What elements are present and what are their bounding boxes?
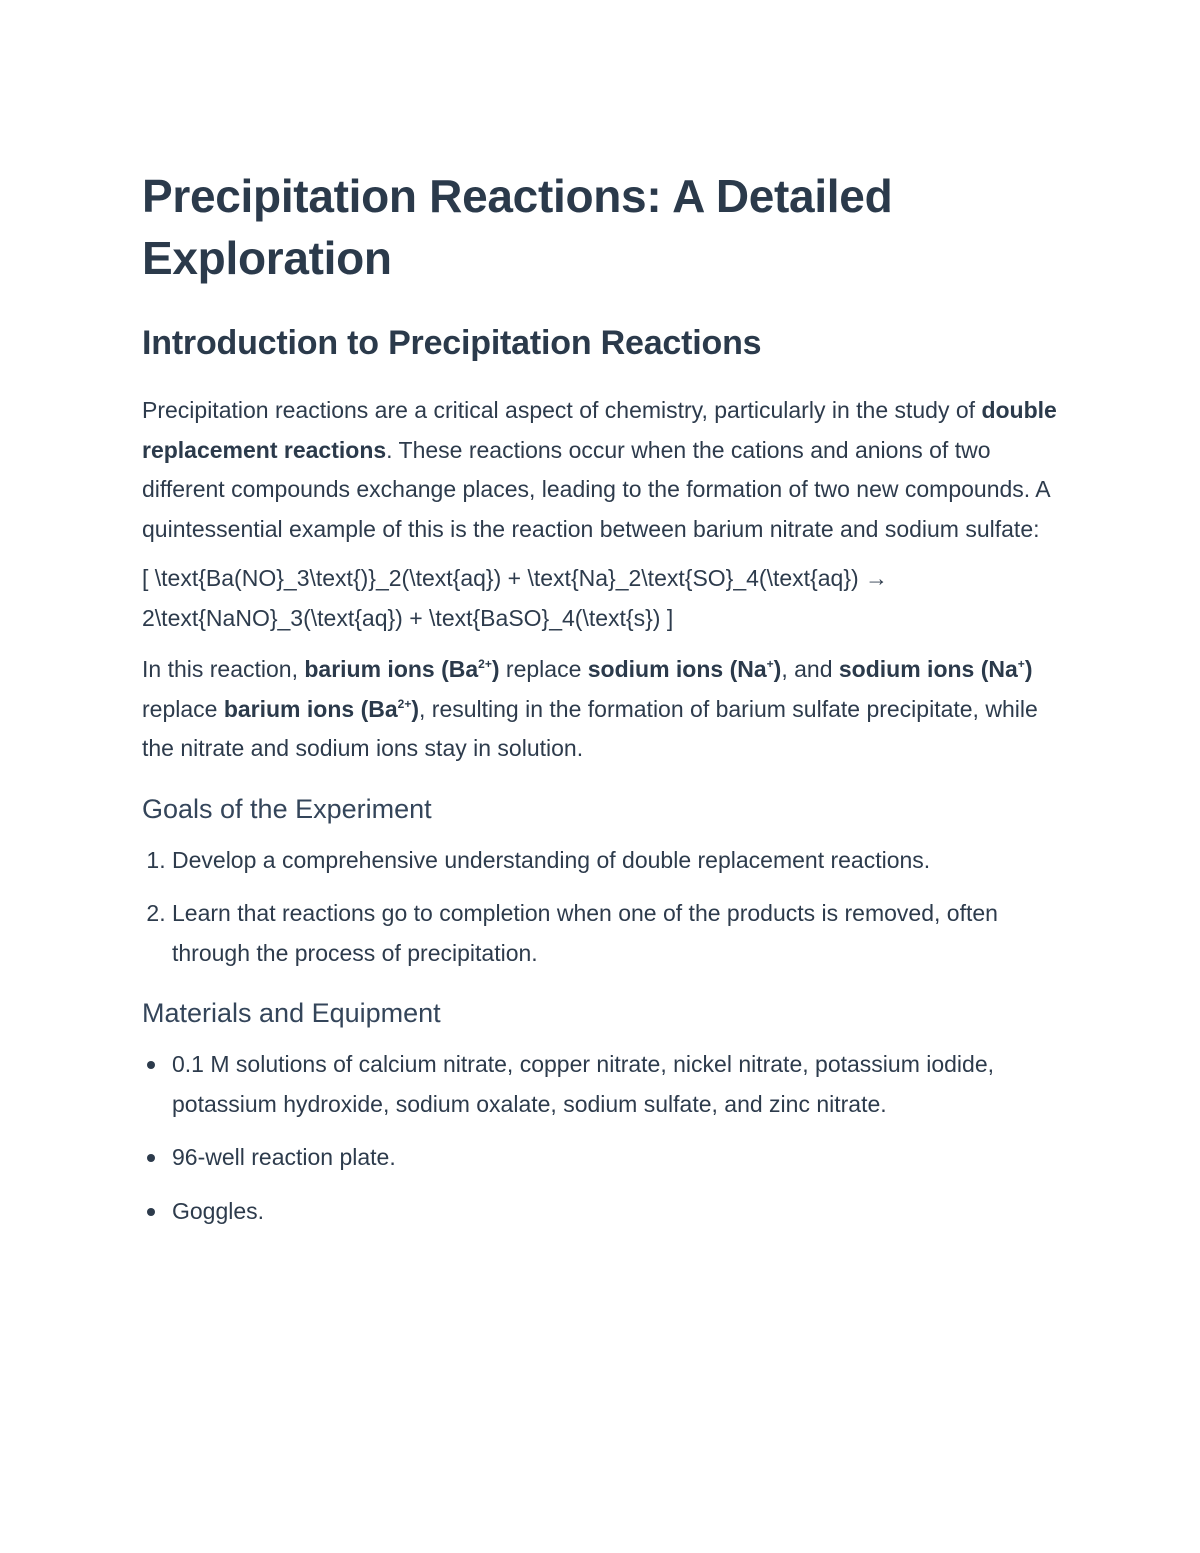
list-item — [172, 1192, 1067, 1232]
ions-bold-2: sodium ions (Na+) — [587, 656, 782, 682]
goals-list — [142, 841, 1067, 974]
ions-text-3: , and — [781, 656, 839, 682]
list-item — [172, 1045, 1067, 1124]
ions-paragraph — [142, 650, 1067, 769]
intro-paragraph — [142, 391, 1067, 549]
bullet-icon — [147, 1061, 155, 1069]
intro-text-1: Precipitation reactions are a critical aspect of chemistry, particularly in the study of — [142, 397, 982, 423]
list-item-text: 96-well reaction plate. — [172, 1144, 396, 1170]
document-title: Precipitation Reactions: A Detailed Exploration — [142, 170, 893, 284]
intro-bold-term: double replacement reactions — [142, 397, 1057, 463]
ions-text-1: In this reaction, — [142, 656, 305, 682]
ions-bold-3: sodium ions (Na+) — [838, 656, 1033, 682]
list-item-text: 0.1 M solutions of calcium nitrate, copper nitrate, nickel nitrate, potassium iodide, potassium hydroxide, sodium oxalate, sodium sulfate, and zinc nitrate. — [172, 1051, 995, 1117]
goals-heading: Goals of the Experiment — [142, 793, 432, 824]
document-page — [142, 165, 1067, 1245]
list-item-text: Goggles. — [172, 1197, 265, 1224]
materials-heading: Materials and Equipment — [142, 998, 441, 1028]
ions-text-2: replace — [499, 656, 588, 682]
intro-heading: Introduction to Precipitation Reactions — [142, 324, 762, 362]
ions-text-4: replace — [142, 695, 224, 722]
list-item — [172, 1138, 1067, 1178]
reaction-equation: [ \text{Ba(NO}_3\text{)}_2(\text{aq}) + \text{Na}_2\text{SO}_4(\text{aq}) → 2\text{NaNO}_3(\text{aq}) + \text{BaSO}_4(\text{s}) ] — [142, 565, 889, 631]
list-item: 2. Learn that reactions go to completion when one of the products is removed, often through the process of precipitation. — [172, 894, 1067, 973]
ions-text-5: , resulting in the formation of barium sulfate precipitate, while the nitrate and sodium ions stay in solution. — [142, 695, 1038, 761]
list-item: 1. Develop a comprehensive understanding of double replacement reactions. — [172, 841, 1067, 881]
materials-list — [142, 1045, 1067, 1231]
bullet-icon — [147, 1208, 155, 1216]
ions-bold-4: barium ions $(Ba^{2+})$ — [223, 695, 419, 722]
ions-bold-1: barium ions $(Ba^{2+})$ — [304, 656, 500, 682]
bullet-icon — [147, 1154, 155, 1162]
intro-text-2: . These reactions occur when the cations and anions of two different compounds exchange places, leading to the formation of two new compounds. A quintessential example of this is the reaction between barium nitrate and sodium sulfate: — [142, 436, 1050, 542]
